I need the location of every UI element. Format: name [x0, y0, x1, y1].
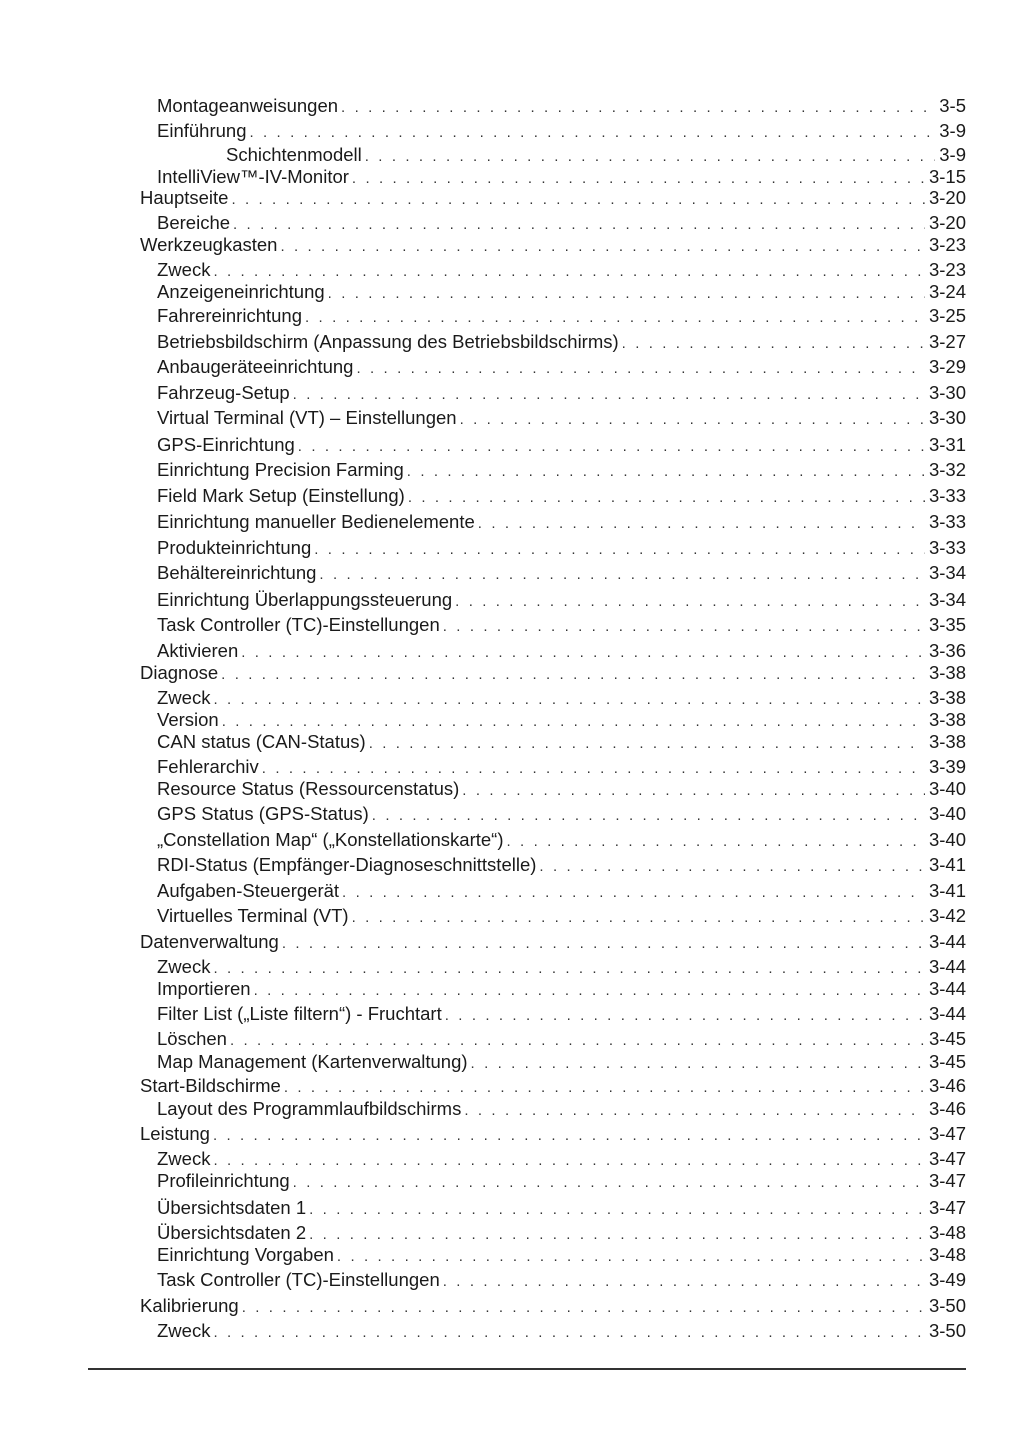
toc-entry-page: 3-33	[928, 537, 966, 558]
toc-entry-title: IntelliView™-IV-Monitor	[157, 166, 349, 187]
toc-entry[interactable]	[140, 1075, 966, 1099]
toc-entry[interactable]	[157, 305, 966, 329]
toc-entry[interactable]	[157, 434, 966, 458]
toc-entry-page: 3-31	[928, 434, 966, 455]
toc-dot-leader	[352, 907, 925, 929]
toc-dot-leader	[443, 616, 925, 638]
toc-entry-title: Anbaugeräteeinrichtung	[157, 356, 354, 377]
toc-entry-page: 3-33	[928, 511, 966, 532]
toc-dot-leader	[319, 564, 925, 586]
toc-entry-title: Hauptseite	[140, 187, 229, 208]
toc-dot-leader	[230, 1030, 925, 1052]
toc-entry-page: 3-24	[928, 281, 966, 302]
footer-rule	[88, 1368, 966, 1370]
toc-entry[interactable]	[157, 331, 966, 355]
toc-entry-page: 3-15	[928, 166, 966, 187]
toc-entry-title: Löschen	[157, 1028, 227, 1049]
toc-entry-title: Übersichtsdaten 1	[157, 1197, 307, 1218]
toc-dot-leader	[455, 591, 925, 613]
toc-entry-page: 3-40	[928, 778, 966, 799]
toc-entry[interactable]	[140, 234, 966, 258]
toc-entry[interactable]	[157, 1269, 966, 1293]
toc-entry-title: Leistung	[140, 1123, 210, 1144]
toc-entry-page: 3-48	[928, 1244, 966, 1265]
toc-entry-page: 3-44	[928, 978, 966, 999]
toc-entry-page: 3-39	[928, 756, 966, 777]
toc-entry-title: Task Controller (TC)-Einstellungen	[157, 1269, 440, 1290]
toc-entry-title: Kalibrierung	[140, 1295, 239, 1316]
toc-dot-leader	[242, 1297, 925, 1319]
toc-dot-leader	[222, 711, 925, 733]
toc-dot-leader	[365, 146, 936, 168]
toc-entry-title: Virtual Terminal (VT) – Einstellungen	[157, 407, 457, 428]
toc-entry-page: 3-23	[928, 234, 966, 255]
toc-entry-title: Zweck	[157, 1320, 211, 1341]
toc-entry[interactable]	[157, 562, 966, 586]
toc-entry[interactable]	[157, 905, 966, 929]
toc-dot-leader	[460, 409, 925, 431]
toc-dot-leader	[293, 1172, 925, 1194]
toc-dot-leader	[249, 122, 935, 144]
toc-entry-title: Werkzeugkasten	[140, 234, 278, 255]
toc-entry-page: 3-34	[928, 562, 966, 583]
toc-entry[interactable]	[157, 1222, 966, 1246]
toc-entry-page: 3-5	[939, 95, 966, 116]
toc-entry-title: Behältereinrichtung	[157, 562, 317, 583]
toc-entry-page: 3-29	[928, 356, 966, 377]
toc-entry-title: CAN status (CAN-Status)	[157, 731, 366, 752]
toc-entry[interactable]	[157, 880, 966, 904]
toc-dot-leader	[305, 307, 925, 329]
toc-entry[interactable]	[157, 709, 966, 733]
toc-entry-title: Schichtenmodell	[226, 144, 362, 165]
toc-dot-leader	[282, 933, 925, 955]
toc-dot-leader	[369, 733, 925, 755]
toc-dot-leader	[233, 214, 925, 236]
toc-entry-page: 3-34	[928, 589, 966, 610]
toc-dot-leader	[262, 758, 925, 780]
toc-entry-page: 3-46	[928, 1075, 966, 1096]
toc-entry-page: 3-49	[928, 1269, 966, 1290]
toc-dot-leader	[309, 1224, 925, 1246]
toc-dot-leader	[341, 97, 935, 119]
toc-entry[interactable]	[157, 259, 966, 283]
toc-entry[interactable]	[157, 829, 966, 853]
toc-entry-page: 3-40	[928, 803, 966, 824]
toc-entry[interactable]	[157, 356, 966, 380]
toc-dot-leader	[539, 856, 925, 878]
toc-dot-leader	[356, 358, 925, 380]
toc-entry-title: Start-Bildschirme	[140, 1075, 281, 1096]
toc-entry-page: 3-38	[928, 662, 966, 683]
toc-dot-leader	[280, 236, 925, 258]
toc-entry-page: 3-46	[928, 1098, 966, 1119]
toc-entry-title: Datenverwaltung	[140, 931, 279, 952]
toc-entry[interactable]	[157, 382, 966, 406]
toc-entry-title: Task Controller (TC)-Einstellungen	[157, 614, 440, 635]
toc-entry[interactable]	[157, 485, 966, 509]
toc-entry[interactable]	[157, 640, 966, 664]
toc-dot-leader	[231, 189, 925, 211]
toc-dot-leader	[298, 436, 925, 458]
toc-entry-page: 3-47	[928, 1123, 966, 1144]
toc-entry[interactable]	[157, 1098, 966, 1122]
toc-entry[interactable]	[157, 1244, 966, 1268]
toc-entry-page: 3-9	[939, 120, 966, 141]
toc-entry-page: 3-36	[928, 640, 966, 661]
toc-entry-page: 3-41	[928, 854, 966, 875]
toc-entry-title: Zweck	[157, 259, 211, 280]
toc-entry[interactable]	[157, 511, 966, 535]
toc-entry[interactable]	[157, 854, 966, 878]
toc-entry[interactable]	[140, 1123, 966, 1147]
toc-entry-page: 3-20	[928, 212, 966, 233]
toc-dot-leader	[372, 805, 925, 827]
toc-entry-page: 3-48	[928, 1222, 966, 1243]
toc-entry-title: Fahrereinrichtung	[157, 305, 302, 326]
toc-entry-title: Filter List („Liste filtern“) - Fruchtart	[157, 1003, 442, 1024]
toc-entry-title: Zweck	[157, 1148, 211, 1169]
toc-entry-page: 3-50	[928, 1295, 966, 1316]
toc-entry-title: Aktivieren	[157, 640, 239, 661]
toc-entry[interactable]	[157, 803, 966, 827]
toc-entry-title: Einrichtung Vorgaben	[157, 1244, 334, 1265]
toc-dot-leader	[254, 980, 925, 1002]
toc-entry[interactable]	[140, 931, 966, 955]
toc-entry[interactable]	[157, 537, 966, 561]
toc-dot-leader	[471, 1053, 925, 1075]
toc-entry-title: Diagnose	[140, 662, 219, 683]
toc-entry-page: 3-41	[928, 880, 966, 901]
toc-entry-title: Einrichtung Precision Farming	[157, 459, 404, 480]
toc-entry[interactable]	[157, 614, 966, 638]
toc-entry[interactable]	[157, 407, 966, 431]
toc-entry[interactable]	[157, 978, 966, 1002]
toc-entry[interactable]	[157, 459, 966, 483]
toc-entry[interactable]	[140, 187, 966, 211]
toc-dot-leader	[241, 642, 925, 664]
toc-entry[interactable]	[157, 120, 966, 144]
toc-entry-page: 3-30	[928, 382, 966, 403]
toc-entry[interactable]	[157, 1003, 966, 1027]
toc-entry-page: 3-38	[928, 709, 966, 730]
toc-entry-page: 3-30	[928, 407, 966, 428]
toc-entry-page: 3-45	[928, 1051, 966, 1072]
toc-entry-title: Einführung	[157, 120, 247, 141]
toc-entry[interactable]	[157, 95, 966, 119]
toc-dot-leader	[221, 664, 925, 686]
toc-dot-leader	[622, 333, 925, 355]
toc-entry[interactable]	[157, 687, 966, 711]
toc-dot-leader	[443, 1271, 925, 1293]
toc-dot-leader	[213, 689, 925, 711]
toc-entry-page: 3-9	[939, 144, 966, 165]
toc-entry-page: 3-38	[928, 687, 966, 708]
toc-dot-leader	[314, 539, 925, 561]
toc-entry-title: Zweck	[157, 687, 211, 708]
toc-entry-title: Importieren	[157, 978, 251, 999]
toc-dot-leader	[342, 882, 925, 904]
toc-entry-title: „Constellation Map“ („Konstellationskarte“)	[157, 829, 504, 850]
toc-dot-leader	[337, 1246, 925, 1268]
toc-dot-leader	[284, 1077, 925, 1099]
toc-dot-leader	[213, 1150, 925, 1172]
toc-entry-title: Map Management (Kartenverwaltung)	[157, 1051, 468, 1072]
toc-entry-page: 3-27	[928, 331, 966, 352]
toc-entry-title: GPS-Einrichtung	[157, 434, 295, 455]
toc-entry[interactable]	[226, 144, 966, 168]
toc-entry[interactable]	[157, 1148, 966, 1172]
toc-entry-page: 3-33	[928, 485, 966, 506]
toc-entry-title: Einrichtung manueller Bedienelemente	[157, 511, 475, 532]
toc-entry-title: Anzeigeneinrichtung	[157, 281, 325, 302]
toc-dot-leader	[464, 1100, 925, 1122]
toc-entry[interactable]	[157, 1170, 966, 1194]
toc-entry[interactable]	[140, 662, 966, 686]
toc-dot-leader	[293, 384, 925, 406]
toc-entry-title: Fahrzeug-Setup	[157, 382, 290, 403]
toc-dot-leader	[462, 780, 925, 802]
toc-entry[interactable]	[157, 956, 966, 980]
toc-dot-leader	[478, 513, 925, 535]
toc-entry-title: Aufgaben-Steuergerät	[157, 880, 340, 901]
toc-entry-title: Profileinrichtung	[157, 1170, 290, 1191]
toc-entry-page: 3-40	[928, 829, 966, 850]
toc-entry[interactable]	[157, 281, 966, 305]
toc-dot-leader	[408, 487, 925, 509]
toc-entry-page: 3-50	[928, 1320, 966, 1341]
toc-entry[interactable]	[157, 1320, 966, 1344]
toc-entry[interactable]	[157, 1197, 966, 1221]
toc-entry-title: Virtuelles Terminal (VT)	[157, 905, 349, 926]
toc-dot-leader	[309, 1199, 925, 1221]
toc-entry-title: Zweck	[157, 956, 211, 977]
toc-entry-page: 3-20	[928, 187, 966, 208]
toc-entry-title: Übersichtsdaten 2	[157, 1222, 307, 1243]
toc-entry[interactable]	[157, 756, 966, 780]
toc-dot-leader	[328, 283, 925, 305]
toc-entry-page: 3-47	[928, 1170, 966, 1191]
toc-entry[interactable]	[157, 731, 966, 755]
toc-entry-page: 3-25	[928, 305, 966, 326]
toc-dot-leader	[507, 831, 925, 853]
toc-entry-page: 3-32	[928, 459, 966, 480]
toc-entry-title: Version	[157, 709, 219, 730]
toc-entry-title: Layout des Programmlaufbildschirms	[157, 1098, 462, 1119]
toc-entry[interactable]	[140, 1295, 966, 1319]
toc-entry[interactable]	[157, 1051, 966, 1075]
toc-entry-title: Einrichtung Überlappungssteuerung	[157, 589, 453, 610]
toc-entry-title: GPS Status (GPS-Status)	[157, 803, 369, 824]
toc-dot-leader	[407, 461, 925, 483]
toc-entry-page: 3-44	[928, 931, 966, 952]
toc-entry[interactable]	[157, 589, 966, 613]
toc-entry-page: 3-44	[928, 956, 966, 977]
toc-entry-page: 3-47	[928, 1197, 966, 1218]
toc-entry-title: Betriebsbildschirm (Anpassung des Betriebsbildschirms)	[157, 331, 619, 352]
toc-dot-leader	[213, 958, 925, 980]
toc-entry-title: Fehlerarchiv	[157, 756, 259, 777]
toc-dot-leader	[213, 1125, 925, 1147]
toc-entry-page: 3-45	[928, 1028, 966, 1049]
toc-entry[interactable]	[157, 778, 966, 802]
toc-entry-page: 3-47	[928, 1148, 966, 1169]
toc-entry-page: 3-38	[928, 731, 966, 752]
toc-dot-leader	[213, 261, 925, 283]
toc-entry-page: 3-23	[928, 259, 966, 280]
toc-entry-page: 3-42	[928, 905, 966, 926]
toc-entry-title: Bereiche	[157, 212, 231, 233]
toc-entry-title: RDI-Status (Empfänger-Diagnoseschnittstelle)	[157, 854, 537, 875]
toc-entry-title: Produkteinrichtung	[157, 537, 312, 558]
toc-dot-leader	[213, 1322, 925, 1344]
toc-entry-page: 3-35	[928, 614, 966, 635]
toc-entry-title: Montageanweisungen	[157, 95, 339, 116]
toc-entry-page: 3-44	[928, 1003, 966, 1024]
toc-entry-title: Field Mark Setup (Einstellung)	[157, 485, 405, 506]
toc-dot-leader	[445, 1005, 925, 1027]
toc-entry-title: Resource Status (Ressourcenstatus)	[157, 778, 460, 799]
toc-entry[interactable]	[157, 212, 966, 236]
toc-entry[interactable]	[157, 1028, 966, 1052]
